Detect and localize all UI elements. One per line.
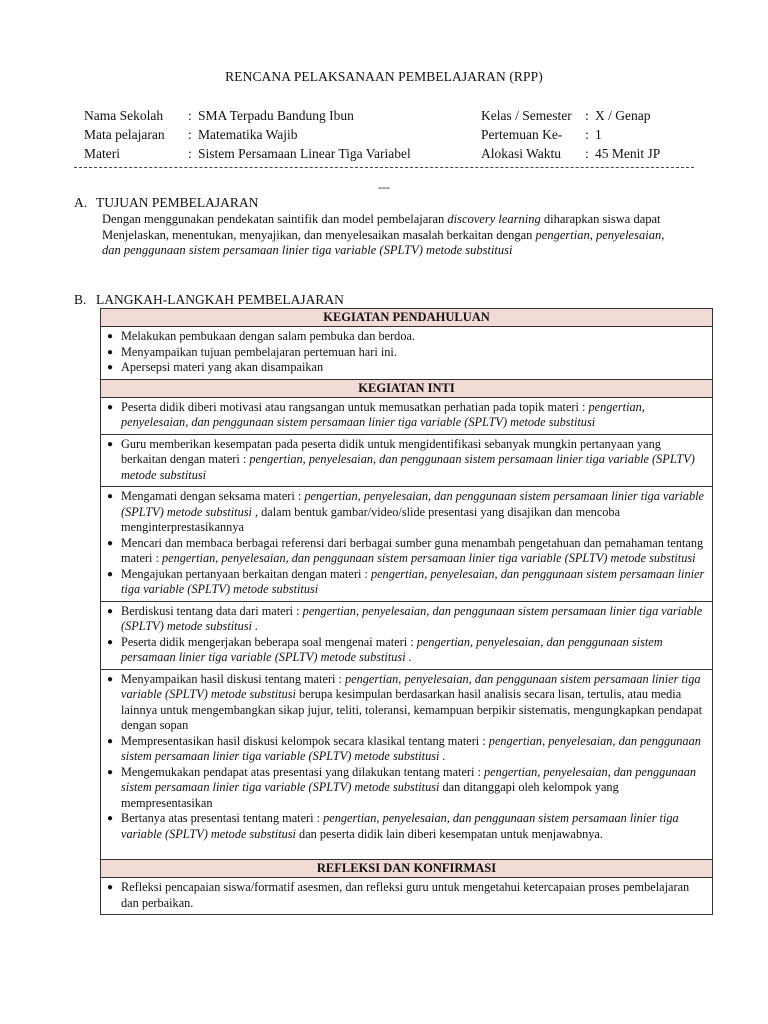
subject-label: Mata pelajaran [84, 127, 165, 142]
inti-cell [101, 670, 712, 861]
italic-text: pengertian, penyelesaian, dan penggunaan sistem persamaan linier tiga variable (SPLTV) metode substitusi . [121, 634, 663, 664]
bullet-icon: ● [107, 636, 114, 648]
inti-header: KEGIATAN INTI [101, 380, 712, 398]
item-text: Mempresentasikan hasil diskusi kelompok secara klasikal tentang materi : [121, 733, 489, 748]
class-value: X / Genap [595, 108, 651, 123]
bullet-icon: ● [107, 491, 114, 502]
bullet-icon: ● [107, 331, 114, 342]
bullet-icon: ● [107, 568, 114, 580]
list-item [105, 345, 706, 361]
list-item [105, 437, 706, 484]
learning-objective-text [102, 212, 682, 259]
item-text: Peserta didik diberi motivasi atau rangsangan untuk memusatkan perhatian pada topik materi : [121, 399, 589, 414]
section-letter: A. [74, 195, 88, 210]
bullet-icon: ● [107, 438, 114, 450]
dashed-divider [74, 167, 694, 168]
colon: : [188, 146, 192, 161]
class-label: Kelas / Semester [481, 108, 572, 123]
italic-text: pengertian, penyelesaian, dan penggunaan sistem persamaan linier tiga variable (SPLTV) metode substitusi [121, 566, 705, 596]
section-a-heading [74, 195, 258, 210]
italic-text: pengertian, penyelesaian, dan penggunaan sistem persamaan linier tiga variable (SPLTV) metode substitusi [102, 227, 665, 257]
meeting-value: 1 [595, 127, 602, 142]
list-item [105, 811, 706, 842]
time-label: Alokasi Waktu [481, 146, 562, 161]
bullet-icon: ● [107, 766, 114, 778]
section-title: LANGKAH-LANGKAH PEMBELAJARAN [96, 292, 344, 307]
identity-block [84, 106, 704, 163]
bullet-icon: ● [107, 346, 114, 358]
list-item [105, 635, 706, 666]
info-row [84, 144, 704, 163]
inti-cell [101, 602, 712, 670]
page-title: RENCANA PELAKSANAAN PEMBELAJARAN (RPP) [225, 69, 543, 84]
material-value: Sistem Persamaan Linear Tiga Variabel [198, 146, 411, 161]
bullet-icon: ● [107, 362, 114, 373]
info-row [84, 106, 704, 125]
item-text: Menyampaikan tujuan pembelajaran pertemuan hari ini. [121, 344, 397, 359]
italic-text: pengertian, penyelesaian, dan penggunaan sistem persamaan linier tiga variable (SPLTV) metode substitusi [121, 811, 679, 841]
list-item [105, 880, 706, 911]
colon: : [188, 108, 192, 123]
info-row [84, 125, 704, 144]
bullet-icon: ● [107, 537, 114, 549]
inti-cell [101, 435, 712, 488]
italic-text: pengertian, penyelesaian, dan penggunaan sistem persamaan linier tiga variable (SPLTV) metode substitusi . [121, 603, 703, 633]
section-letter: B. [74, 292, 87, 307]
colon: : [585, 146, 589, 161]
italic-text: pengertian, penyelesaian, dan penggunaan sistem persamaan linier tiga variable (SPLTV) metode substitusi [161, 551, 696, 565]
list-item [105, 567, 706, 598]
section-b-heading [74, 292, 344, 307]
bullet-icon: ● [107, 605, 114, 617]
item-text: Bertanya atas presentasi tentang materi : [121, 811, 324, 825]
italic-text: pengertian, penyelesaian, dan penggunaan sistem persamaan linier tiga variable (SPLTV) metode substitusi [121, 764, 697, 794]
italic-text: pengertian, penyelesaian, dan penggunaan sistem persamaan linier tiga variable (SPLTV) metode substitusi [121, 399, 645, 429]
pendahuluan-header: KEGIATAN PENDAHULUAN [101, 309, 712, 327]
colon: : [585, 127, 589, 142]
time-value: 45 Menit JP [595, 146, 661, 161]
bullet-icon: ● [107, 401, 114, 413]
item-text: Mencari dan membaca berbagai referensi dari berbagai sumber guna menambah pengetahuan dan pemahaman tentang materi : [121, 535, 704, 565]
refleksi-cell [101, 878, 712, 914]
list-item [105, 536, 706, 567]
colon: : [585, 108, 589, 123]
divider-tail: --- [378, 180, 390, 194]
school-label: Nama Sekolah [84, 108, 164, 123]
item-text: Mengamati dengan seksama materi : [121, 489, 305, 503]
item-text: Guru memberikan kesempatan pada peserta didik untuk mengidentifikasi sebanyak mungkin pertanyaan yang berkaitan dengan materi : [121, 436, 661, 466]
italic-text: pengertian, penyelesaian, dan penggunaan sistem persamaan linier tiga variable (SPLTV) metode substitusi [121, 452, 695, 482]
inti-cell [101, 487, 712, 602]
steps-table [100, 308, 713, 915]
material-label: Materi [84, 146, 120, 161]
colon: : [188, 127, 192, 142]
italic-text: discovery learning [447, 212, 541, 226]
list-item [105, 734, 706, 765]
item-text: berupa kesimpulan berdasarkan hasil analisis secara lisan, tertulis, atau media lainnya untuk mengembangkan sikap jujur, teliti, toleransi, kemampuan berpikir sistematis, mengungkapkan pendapat dengan sopan [121, 687, 703, 732]
list-item [105, 604, 706, 635]
item-text: Mengajukan pertanyaan berkaitan dengan materi : [121, 566, 371, 581]
inti-cell [101, 398, 712, 435]
bullet-icon: ● [107, 882, 114, 893]
subject-value: Matematika Wajib [198, 127, 298, 142]
list-item [105, 329, 706, 345]
item-text: Melakukan pembukaan dengan salam pembuka dan berdoa. [121, 329, 415, 343]
item-text: dan peserta didik lain diberi kesempatan untuk menjawabnya. [295, 826, 603, 841]
bullet-icon: ● [107, 735, 114, 747]
italic-text: pengertian, penyelesaian, dan penggunaan sistem persamaan linier tiga variable (SPLTV) metode substitusi [121, 489, 704, 519]
bullet-icon: ● [107, 813, 114, 824]
item-text: Mengemukakan pendapat atas presentasi yang dilakukan tentang materi : [121, 764, 484, 779]
list-item [105, 400, 706, 431]
cell-spacer [105, 842, 706, 856]
item-text: Peserta didik mengerjakan beberapa soal mengenai materi : [121, 634, 417, 649]
item-text: , dalam bentuk gambar/video/slide presentasi yang disajikan dan mencoba menginterprestasikannya [121, 504, 621, 534]
item-text: Refleksi pencapaian siswa/formatif asesmen, dan refleksi guru untuk mengetahui ketercapaian proses pembelajaran dan perbaikan. [121, 880, 690, 910]
pendahuluan-cell [101, 327, 712, 380]
school-value: SMA Terpadu Bandung Ibun [198, 108, 354, 123]
meeting-label: Pertemuan Ke- [481, 127, 563, 142]
list-item [105, 360, 706, 376]
item-text: Berdiskusi tentang data dari materi : [121, 603, 303, 618]
list-item [105, 672, 706, 734]
list-item [105, 765, 706, 812]
bullet-icon: ● [107, 673, 114, 685]
italic-text: pengertian, penyelesaian, dan penggunaan sistem persamaan linier tiga variable (SPLTV) metode substitusi . [121, 733, 701, 763]
item-text: Menyampaikan hasil diskusi tentang materi : [121, 671, 346, 686]
italic-text: pengertian, penyelesaian, dan penggunaan sistem persamaan linier tiga variable (SPLTV) metode substitusi [121, 671, 701, 701]
text: diharapkan siswa dapat Menjelaskan, menentukan, menyajikan, dan menyelesaikan masalah berkaitan dengan [102, 212, 661, 242]
item-text: Apersepsi materi yang akan disampaikan [121, 360, 324, 374]
text: Dengan menggunakan pendekatan saintifik dan model pembelajaran [102, 212, 448, 226]
item-text: dan ditanggapi oleh kelompok yang mempresentasikan [121, 780, 619, 810]
section-title: TUJUAN PEMBELAJARAN [96, 195, 259, 210]
refleksi-header: REFLEKSI DAN KONFIRMASI [101, 860, 712, 878]
list-item [105, 489, 706, 536]
